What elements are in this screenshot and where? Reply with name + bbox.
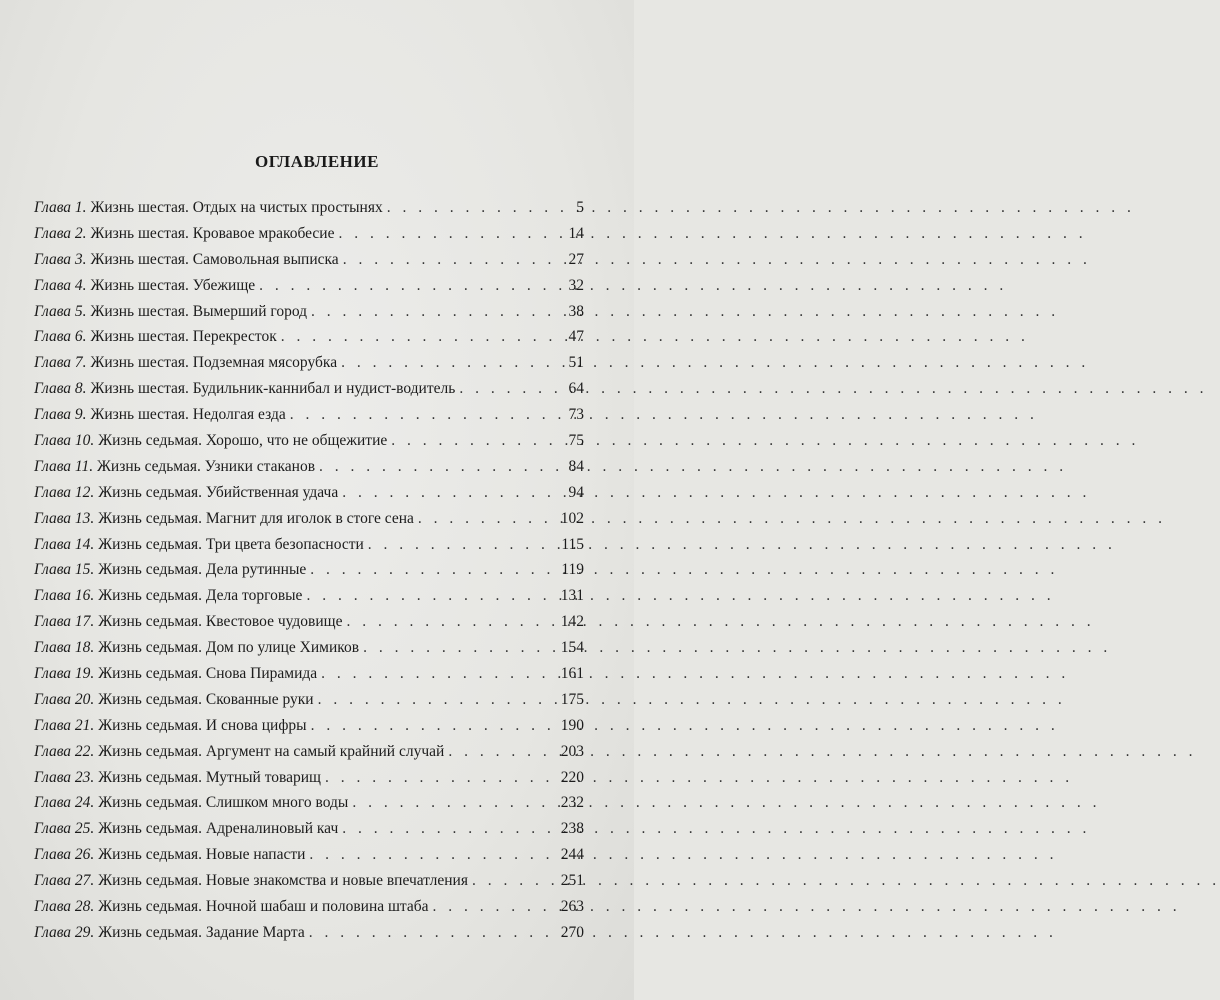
chapter-title: Жизнь шестая. Кровавое мракобесие bbox=[90, 224, 335, 242]
chapter-number: Глава 12. bbox=[34, 483, 95, 501]
toc-entry bbox=[34, 820, 584, 846]
toc-entry bbox=[34, 199, 584, 225]
chapter-number: Глава 17. bbox=[34, 613, 95, 631]
dot-leader bbox=[338, 225, 558, 243]
dot-leader bbox=[319, 458, 558, 476]
chapter-title: Жизнь шестая. Убежище bbox=[90, 276, 256, 294]
chapter-number: Глава 9. bbox=[34, 406, 87, 424]
chapter-number: Глава 1. bbox=[34, 199, 87, 216]
page-number: 119 bbox=[561, 561, 584, 579]
toc-entry bbox=[34, 898, 584, 924]
toc-entry-title bbox=[34, 872, 468, 890]
toc-entry-title bbox=[34, 561, 306, 579]
page-number: 161 bbox=[560, 665, 584, 683]
page-number: 94 bbox=[568, 483, 584, 501]
chapter-number: Глава 7. bbox=[34, 354, 87, 372]
chapter-title: Жизнь шестая. Самовольная выписка bbox=[90, 250, 339, 268]
toc-entry-title bbox=[34, 613, 342, 631]
chapter-number: Глава 16. bbox=[34, 587, 95, 605]
chapter-title: Жизнь шестая. Отдых на чистых простынях bbox=[90, 199, 383, 216]
dot-leader bbox=[341, 354, 558, 372]
dot-leader bbox=[290, 406, 558, 424]
chapter-title: Жизнь седьмая. Дела торговые bbox=[98, 587, 303, 605]
chapter-number: Глава 14. bbox=[34, 535, 95, 553]
dot-leader bbox=[259, 277, 558, 295]
chapter-title: Жизнь седьмая. Хорошо, что не общежитие bbox=[98, 432, 388, 450]
dot-leader bbox=[346, 613, 556, 631]
chapter-title: Жизнь седьмая. И снова цифры bbox=[98, 716, 307, 734]
chapter-number: Глава 25. bbox=[34, 820, 95, 838]
toc-entry bbox=[34, 587, 584, 613]
toc-entry-title bbox=[34, 458, 315, 476]
toc-entry bbox=[34, 225, 584, 251]
dot-leader bbox=[310, 561, 557, 579]
toc-entry bbox=[34, 872, 584, 898]
toc-entry-title bbox=[34, 924, 305, 942]
chapter-number: Глава 28. bbox=[34, 898, 95, 916]
toc-entry-title bbox=[34, 303, 307, 321]
toc-entry bbox=[34, 769, 584, 795]
dot-leader bbox=[363, 639, 557, 657]
toc-entry-title bbox=[34, 225, 334, 243]
chapter-title: Жизнь седьмая. Задание Марта bbox=[98, 923, 305, 941]
chapter-title: Жизнь седьмая. Новые знакомства и новые впечатления bbox=[98, 872, 468, 890]
toc-entry-title bbox=[34, 199, 383, 217]
dot-leader bbox=[368, 536, 558, 554]
toc-entry-title bbox=[34, 277, 255, 295]
toc-entry bbox=[34, 561, 584, 587]
page-number: 14 bbox=[568, 224, 584, 242]
page-number: 51 bbox=[568, 354, 584, 372]
chapter-title: Жизнь седьмая. Снова Пирамида bbox=[98, 665, 318, 683]
toc-entry-title bbox=[34, 484, 338, 502]
chapter-number: Глава 29. bbox=[34, 923, 95, 941]
toc-entry-title bbox=[34, 794, 348, 812]
page-number: 190 bbox=[560, 716, 584, 734]
page-number: 115 bbox=[561, 535, 584, 553]
dot-leader bbox=[309, 846, 556, 864]
page-number: 203 bbox=[560, 742, 584, 760]
toc-entry-title bbox=[34, 432, 387, 450]
toc-entry bbox=[34, 484, 584, 510]
toc-entry bbox=[34, 380, 584, 406]
toc-entry-title bbox=[34, 717, 307, 735]
chapter-number: Глава 23. bbox=[34, 768, 95, 786]
dot-leader bbox=[387, 199, 558, 217]
toc-entry-title bbox=[34, 536, 364, 554]
chapter-number: Глава 11. bbox=[34, 457, 94, 475]
chapter-number: Глава 6. bbox=[34, 328, 87, 346]
toc-entry bbox=[34, 536, 584, 562]
chapter-number: Глава 24. bbox=[34, 794, 95, 812]
toc-entry-title bbox=[34, 251, 339, 269]
chapter-title: Жизнь седьмая. Аргумент на самый крайний случай bbox=[98, 742, 445, 760]
toc-entry bbox=[34, 613, 584, 639]
dot-leader bbox=[309, 924, 557, 942]
chapter-number: Глава 19. bbox=[34, 665, 95, 683]
dot-leader bbox=[418, 510, 557, 528]
toc-entry bbox=[34, 665, 584, 691]
chapter-title: Жизнь шестая. Будильник-каннибал и нудист-водитель bbox=[90, 380, 456, 398]
toc-entry bbox=[34, 639, 584, 665]
page-number: 263 bbox=[560, 898, 584, 916]
toc-entry bbox=[34, 510, 584, 536]
dot-leader bbox=[433, 898, 557, 916]
dot-leader bbox=[325, 769, 557, 787]
toc-entry bbox=[34, 251, 584, 277]
dot-leader bbox=[352, 794, 556, 812]
page-number: 102 bbox=[560, 509, 584, 527]
chapter-title: Жизнь седьмая. Адреналиновый кач bbox=[98, 820, 339, 838]
page-number: 232 bbox=[560, 794, 584, 812]
chapter-title: Жизнь седьмая. Ночной шабаш и половина штаба bbox=[98, 898, 429, 916]
chapter-title: Жизнь седьмая. Магнит для иголок в стоге сена bbox=[98, 509, 414, 527]
dot-leader bbox=[343, 251, 558, 269]
chapter-title: Жизнь шестая. Вымерший город bbox=[90, 302, 308, 320]
page-number: 270 bbox=[560, 923, 584, 941]
chapter-title: Жизнь шестая. Подземная мясорубка bbox=[90, 354, 338, 372]
page-number: 64 bbox=[568, 380, 584, 398]
toc-entry-title bbox=[34, 898, 429, 916]
chapter-number: Глава 4. bbox=[34, 276, 87, 294]
chapter-title: Жизнь седьмая. Слишком много воды bbox=[98, 794, 349, 812]
dot-leader bbox=[448, 743, 556, 761]
toc-entry-title bbox=[34, 665, 317, 683]
chapter-title: Жизнь седьмая. Дом по улице Химиков bbox=[98, 639, 360, 657]
toc-entry-title bbox=[34, 354, 337, 372]
page-number: 75 bbox=[568, 432, 584, 450]
table-of-contents bbox=[34, 199, 584, 950]
chapter-number: Глава 2. bbox=[34, 224, 87, 242]
toc-entry bbox=[34, 458, 584, 484]
toc-entry-title bbox=[34, 587, 302, 605]
chapter-number: Глава 3. bbox=[34, 250, 87, 268]
chapter-title: Жизнь шестая. Недолгая езда bbox=[90, 406, 286, 424]
toc-entry-title bbox=[34, 743, 444, 761]
toc-entry bbox=[34, 691, 584, 717]
chapter-title: Жизнь шестая. Перекресток bbox=[90, 328, 277, 346]
toc-entry bbox=[34, 328, 584, 354]
page-number: 32 bbox=[568, 276, 584, 294]
dot-leader bbox=[311, 717, 557, 735]
dot-leader bbox=[321, 665, 557, 683]
chapter-title: Жизнь седьмая. Мутный товарищ bbox=[98, 768, 321, 786]
toc-entry bbox=[34, 354, 584, 380]
dot-leader bbox=[342, 820, 557, 838]
page-number: 73 bbox=[568, 406, 584, 424]
chapter-title: Жизнь седьмая. Три цвета безопасности bbox=[98, 535, 364, 553]
toc-entry bbox=[34, 406, 584, 432]
dot-leader bbox=[391, 432, 558, 450]
chapter-number: Глава 5. bbox=[34, 302, 87, 320]
chapter-number: Глава 15. bbox=[34, 561, 95, 579]
page-number: 5 bbox=[576, 199, 584, 216]
page-number: 244 bbox=[560, 846, 584, 864]
chapter-title: Жизнь седьмая. Дела рутинные bbox=[98, 561, 307, 579]
page-number: 38 bbox=[568, 302, 584, 320]
page-number: 84 bbox=[568, 457, 584, 475]
chapter-title: Жизнь седьмая. Убийственная удача bbox=[98, 483, 339, 501]
dot-leader bbox=[311, 303, 558, 321]
page-title: ОГЛАВЛЕНИЕ bbox=[255, 152, 379, 171]
chapter-number: Глава 18. bbox=[34, 639, 95, 657]
chapter-number: Глава 21. bbox=[34, 716, 95, 734]
toc-entry-title bbox=[34, 328, 277, 346]
chapter-title: Жизнь седьмая. Новые напасти bbox=[98, 846, 306, 864]
toc-entry-title bbox=[34, 846, 305, 864]
page-number: 27 bbox=[568, 250, 584, 268]
chapter-number: Глава 27. bbox=[34, 872, 95, 890]
page-number: 251 bbox=[560, 872, 584, 890]
toc-entry bbox=[34, 794, 584, 820]
page-number: 154 bbox=[560, 639, 584, 657]
toc-entry-title bbox=[34, 769, 321, 787]
chapter-number: Глава 22. bbox=[34, 742, 95, 760]
dot-leader bbox=[281, 328, 558, 346]
dot-leader bbox=[306, 587, 556, 605]
toc-entry bbox=[34, 277, 584, 303]
toc-entry bbox=[34, 432, 584, 458]
page-number: 175 bbox=[560, 690, 584, 708]
toc-entry bbox=[34, 717, 584, 743]
page-number: 238 bbox=[560, 820, 584, 838]
page-number: 131 bbox=[560, 587, 584, 605]
chapter-number: Глава 13. bbox=[34, 509, 95, 527]
page-number: 142 bbox=[560, 613, 584, 631]
toc-entry bbox=[34, 846, 584, 872]
toc-entry-title bbox=[34, 510, 414, 528]
toc-entry bbox=[34, 924, 584, 950]
chapter-title: Жизнь седьмая. Узники стаканов bbox=[97, 457, 316, 475]
toc-entry bbox=[34, 743, 584, 769]
page-number: 220 bbox=[560, 768, 584, 786]
chapter-number: Глава 26. bbox=[34, 846, 95, 864]
chapter-number: Глава 20. bbox=[34, 690, 95, 708]
dot-leader bbox=[318, 691, 557, 709]
toc-entry-title bbox=[34, 691, 314, 709]
dot-leader bbox=[342, 484, 558, 502]
chapter-title: Жизнь седьмая. Скованные руки bbox=[98, 690, 314, 708]
chapter-title: Жизнь седьмая. Квестовое чудовище bbox=[98, 613, 343, 631]
page-number: 47 bbox=[568, 328, 584, 346]
chapter-number: Глава 10. bbox=[34, 432, 95, 450]
dot-leader bbox=[472, 872, 557, 890]
chapter-number: Глава 8. bbox=[34, 380, 87, 398]
toc-entry-title bbox=[34, 380, 455, 398]
toc-entry-title bbox=[34, 406, 286, 424]
toc-entry-title bbox=[34, 820, 338, 838]
dot-leader bbox=[459, 380, 558, 398]
toc-entry-title bbox=[34, 639, 359, 657]
toc-entry bbox=[34, 303, 584, 329]
